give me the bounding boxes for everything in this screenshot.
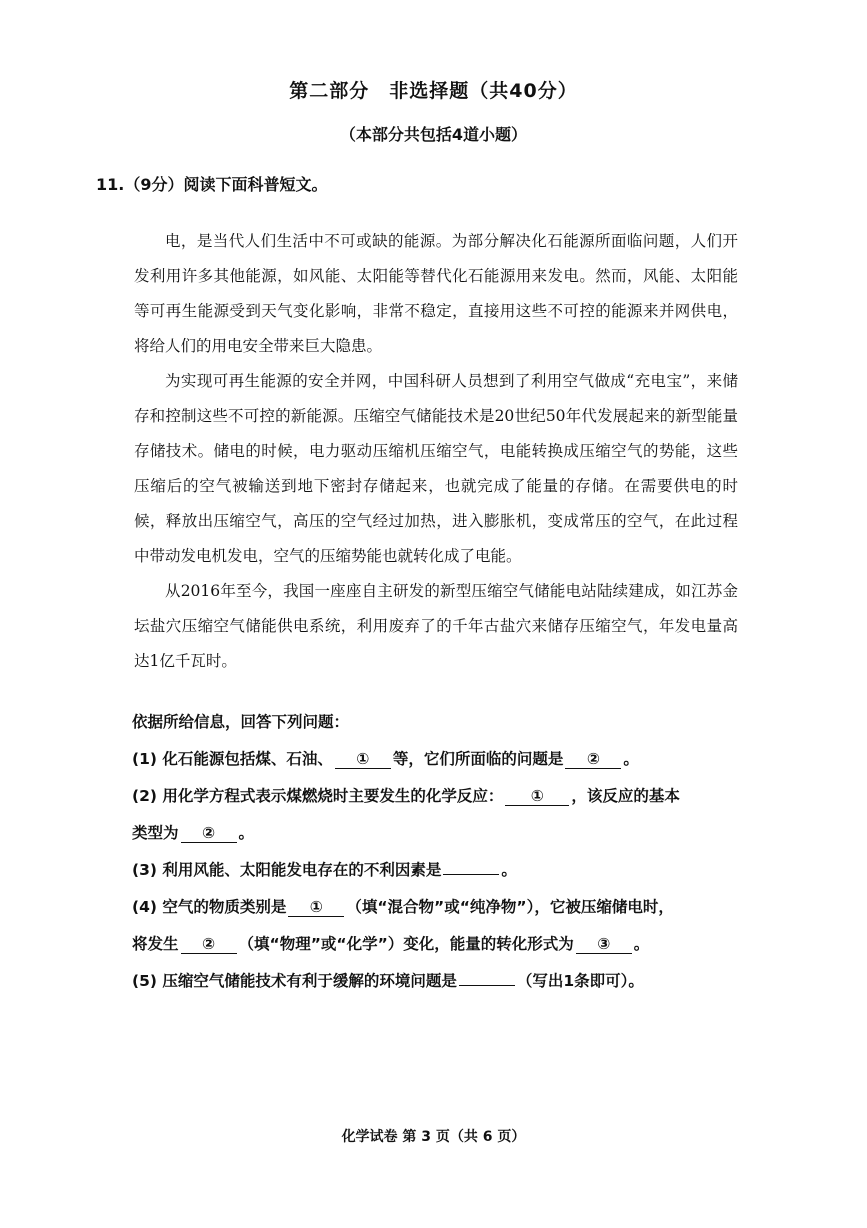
question-heading: 11.（9分）阅读下面科普短文。	[96, 175, 328, 194]
q5-blank	[459, 985, 515, 986]
sub-question-2-cont	[132, 815, 742, 852]
q3-text-a: (3) 利用风能、太阳能发电存在的不利因素是	[132, 861, 442, 879]
passage-paragraph-1: 电，是当代人们生活中不可或缺的能源。为部分解决化石能源所面临问题，人们开发利用许多其他能源，如风能、太阳能等替代化石能源用来发电。然而，风能、太阳能等可再生能源受到天气变化影响，非常不稳定，直接用这些不可控的能源来并网供电，将给人们的用电安全带来巨大隐患。	[134, 232, 738, 355]
questions-lead: 依据所给信息，回答下列问题：	[132, 713, 350, 731]
passage-paragraph-2: 为实现可再生能源的安全并网，中国科研人员想到了利用空气做成“充电宝”，来储存和控制这些不可控的新能源。压缩空气储能技术是20世纪50年代发展起来的新型能量存储技术。储电的时候，电力驱动压缩机压缩空气，电能转换成压缩空气的势能，这些压缩后的空气被输送到地下密封存储起来，也就完成了能量的存储。在需要供电的时候，释放出压缩空气，高压的空气经过加热，进入膨胀机，变成常压的空气，在此过程中带动发电机发电，空气的压缩势能也就转化成了电能。	[134, 372, 738, 565]
q5-text-a: (5) 压缩空气储能技术有利于缓解的环境问题是	[132, 972, 457, 990]
sub-question-2	[132, 778, 742, 815]
q1-blank-1: ①	[335, 750, 391, 769]
reading-passage	[134, 224, 738, 679]
q4b-text-a: 将发生	[132, 935, 179, 953]
q1-text-b: 等，它们所面临的问题是	[392, 750, 564, 768]
section-title: 第二部分 非选择题（共40分）	[289, 80, 578, 102]
q3-text-c: 。	[501, 861, 517, 879]
q1-text-a: (1) 化石能源包括煤、石油、	[132, 750, 333, 768]
q2b-text-c: 。	[238, 824, 255, 842]
q4-blank-1: ①	[288, 898, 344, 917]
q4-text-b: （填“混合物”或“纯净物”），它被压缩储电时，	[346, 898, 674, 916]
sub-question-4	[132, 889, 742, 926]
q2-blank-2: ②	[181, 824, 237, 843]
q2-text-a: (2) 用化学方程式表示煤燃烧时主要发生的化学反应：	[132, 787, 504, 805]
passage-paragraph-3: 从2016年至今，我国一座座自主研发的新型压缩空气储能电站陆续建成，如江苏金坛盐穴压缩空气储能供电系统，利用废弃了的千年古盐穴来储存压缩空气，年发电量高达1亿千瓦时。	[134, 582, 738, 670]
q4b-text-b: （填“物理”或“化学”）变化，能量的转化形式为	[238, 935, 574, 953]
q4-text-a: (4) 空气的物质类别是	[132, 898, 287, 916]
q4-blank-2: ②	[181, 935, 237, 954]
sub-question-1	[132, 741, 742, 778]
q1-blank-2: ②	[565, 750, 621, 769]
q2b-text-a: 类型为	[132, 824, 179, 842]
sub-question-3	[132, 852, 742, 889]
section-subtitle: （本部分共包括4道小题）	[339, 125, 528, 144]
q2-blank-1: ①	[505, 787, 569, 806]
q5-text-c: （写出1条即可）。	[516, 972, 644, 990]
sub-question-5	[132, 963, 742, 1000]
q2-text-b: ，该反应的基本	[571, 787, 680, 805]
q1-text-c: 。	[623, 750, 639, 768]
q4b-text-c: 。	[633, 935, 650, 953]
page-footer: 化学试卷 第 3 页（共 6 页）	[341, 1129, 526, 1145]
q3-blank	[443, 874, 499, 875]
sub-questions	[132, 704, 742, 1000]
sub-question-4-cont	[132, 926, 742, 963]
q4-blank-3: ③	[576, 935, 632, 954]
